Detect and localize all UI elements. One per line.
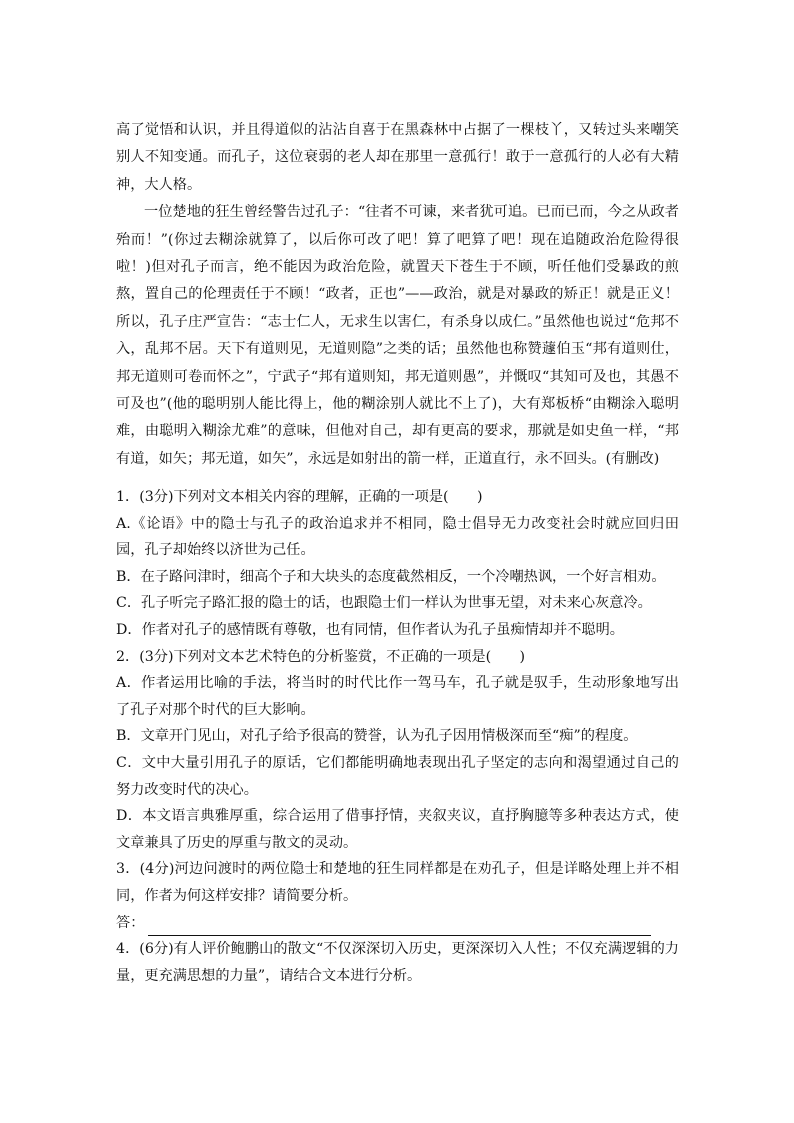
answer-blank-line[interactable] — [148, 918, 651, 936]
question-3-stem: 3．(4分)河边问渡时的两位隐士和楚地的狂生同样都是在劝孔子，但是详略处理上并不相同，作者为何这样安排？请简要分析。 — [116, 861, 679, 904]
question-1 — [116, 484, 679, 644]
question-4 — [116, 936, 679, 989]
question-2-option-a: A．作者运用比喻的手法，将当时的时代比作一驾马车，孔子就是驭手，生动形象地写出了孔子对那个时代的巨大影响。 — [116, 675, 679, 718]
question-1-option-a: A.《论语》中的隐士与孔子的政治追求并不相同，隐士倡导无力改变社会时就应回归田园，孔子却始终以济世为己任。 — [116, 515, 679, 559]
question-2-option-b: B．文章开门见山，对孔子给予很高的赞誉，认为孔子因用情极深而至“痴”的程度。 — [116, 728, 638, 745]
passage-paragraph-2: 一位楚地的狂生曾经警告过孔子：“往者不可谏，来者犹可追。已而已而，今之从政者殆而！”(你过去糊涂就算了，以后你可改了吧！算了吧算了吧！现在追随政治危险得很啦！)但对孔子而言，绝不能因为政治危险，就置天下苍生于不顾，听任他们受暴政的煎熬，置自己的伦理责任于不顾！“政者，正也”——政治，就是对暴政的矫正！就是正义！所以，孔子庄严宣告：“志士仁人，无求生以害仁，有杀身以成仁。”虽然他也说过“危邦不入，乱邦不居。天下有道则见，无道则隐”之类的话；虽然他也称赞蘧伯玉“邦有道则仕，邦无道则可卷而怀之”，宁武子“邦有道则知，邦无道则愚”，并慨叹“其知可及也，其愚不可及也”(他的聪明别人能比得上，他的糊涂别人就比不上了)，大有郑板桥“由糊涂入聪明难，由聪明入糊涂尤难”的意味，但他对自己，却有更高的要求，那就是如史鱼一样，“邦有道，如矢；邦无道，如矢”，永远是如射出的箭一样，正道直行，永不回头。(有删改) — [116, 204, 679, 467]
question-2-option-d: D．本文语言典雅厚重，综合运用了借事抒情，夹叙夹议，直抒胸臆等多种表达方式，使文章兼具了历史的厚重与散文的灵动。 — [116, 808, 679, 851]
passage-paragraph-1: 高了觉悟和认识，并且得道似的沾沾自喜于在黑森林中占据了一棵枝丫，又转过头来嘲笑别人不知变通。而孔子，这位衰弱的老人却在那里一意孤行！敢于一意孤行的人必有大精神，大人格。 — [116, 122, 679, 193]
question-1-option-c: C．孔子听完子路汇报的隐士的话，也跟隐士们一样认为世事无望，对未来心灰意冷。 — [116, 595, 652, 612]
question-3-answer-row — [116, 910, 679, 937]
question-2-stem: 2．(3分)下列对文本艺术特色的分析鉴赏，不正确的一项是( ) — [116, 648, 526, 665]
question-4-stem: 4．(6分)有人评价鲍鹏山的散文“不仅深深切入历史，更深深切入人性；不仅充满逻辑的力量，更充满思想的力量”，请结合文本进行分析。 — [116, 941, 679, 984]
passage — [116, 117, 679, 473]
question-1-option-b: B．在子路问津时，细高个子和大块头的态度截然相反，一个冷嘲热讽，一个好言相劝。 — [116, 568, 666, 585]
answer-label: 答： — [116, 914, 145, 931]
question-2 — [116, 644, 679, 857]
question-1-stem: 1．(3分)下列对文本相关内容的理解，正确的一项是( ) — [116, 489, 483, 505]
question-list — [116, 484, 679, 989]
question-3 — [116, 856, 679, 936]
question-2-option-c: C．文中大量引用孔子的原话，它们都能明确地表现出孔子坚定的志向和渴望通过自己的努力改变时代的决心。 — [116, 754, 679, 798]
question-1-option-d: D．作者对孔子的感情既有尊敬，也有同情，但作者认为孔子虽痴情却并不聪明。 — [116, 621, 624, 638]
